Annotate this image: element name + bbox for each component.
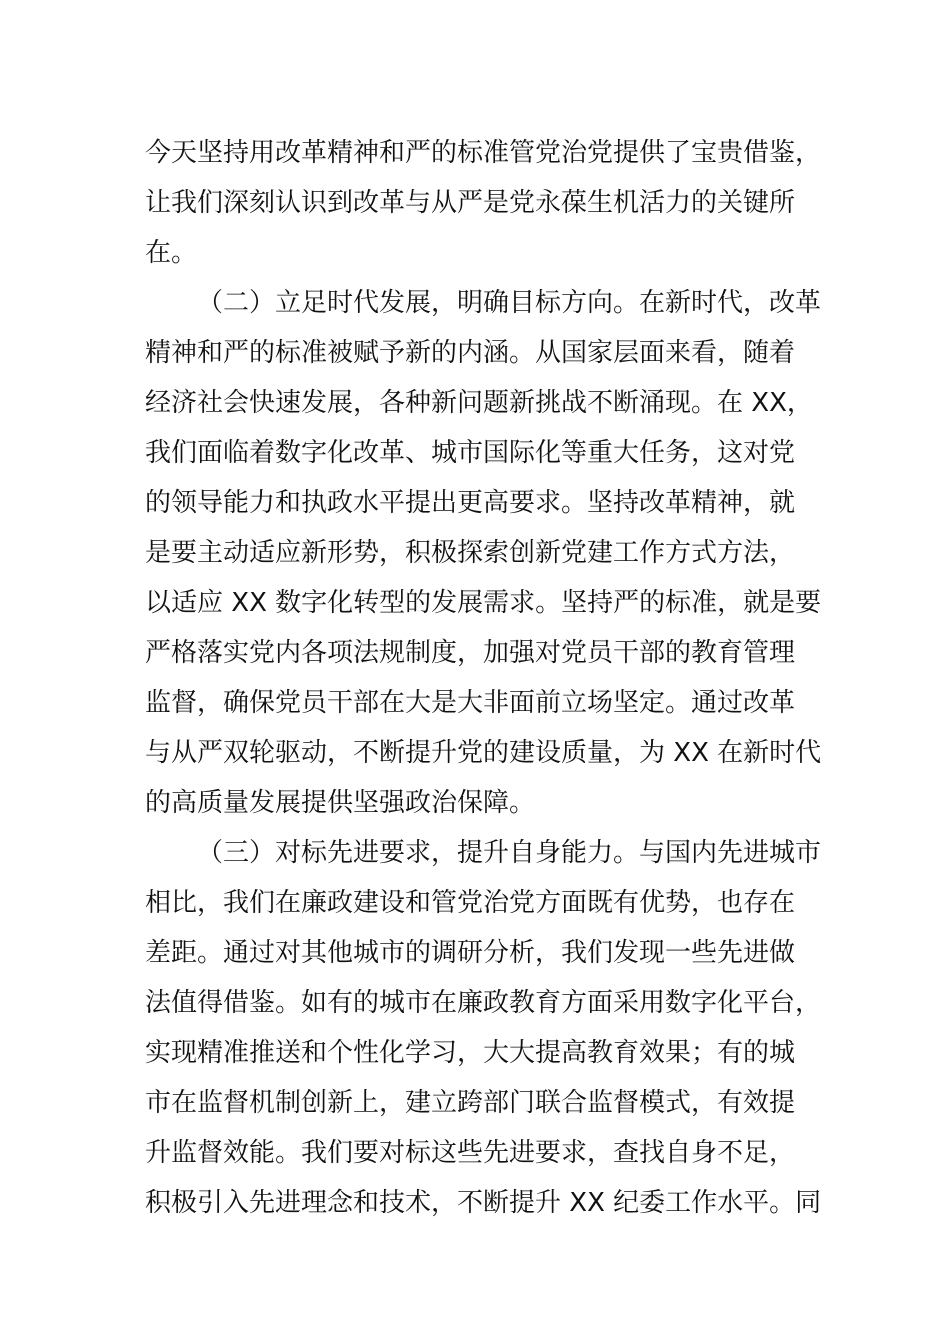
text-line: 我们面临着数字化改革、城市国际化等重大任务，这对党: [145, 438, 796, 468]
text-line: 今天坚持用改革精神和严的标准管党治党提供了宝贵借鉴，: [145, 138, 822, 168]
text-line: 相比，我们在廉政建设和管党治党方面既有优势，也存在: [145, 888, 796, 918]
text-line: 精神和严的标准被赋予新的内涵。从国家层面来看，随着: [145, 338, 796, 368]
text-line: 严格落实党内各项法规制度，加强对党员干部的教育管理: [145, 638, 796, 668]
text-line: 差距。通过对其他城市的调研分析，我们发现一些先进做: [145, 938, 796, 968]
text-line: 升监督效能。我们要对标这些先进要求，查找自身不足，: [145, 1138, 796, 1168]
text-line: 的高质量发展提供坚强政治保障。: [145, 788, 536, 818]
text-line: 是要主动适应新形势，积极探索创新党建工作方式方法，: [145, 538, 796, 568]
text-line: 与从严双轮驱动，不断提升党的建设质量，为 XX 在新时代: [145, 738, 822, 768]
body-text: [145, 128, 822, 1228]
text-line: 实现精准推送和个性化学习，大大提高教育效果；有的城: [145, 1038, 796, 1068]
text-line: 监督，确保党员干部在大是大非面前立场坚定。通过改革: [145, 688, 796, 718]
text-line: 让我们深刻认识到改革与从严是党永葆生机活力的关键所: [145, 188, 796, 218]
text-line: 经济社会快速发展，各种新问题新挑战不断涌现。在 XX，: [145, 388, 813, 418]
section-heading-line: （三）对标先进要求，提升自身能力。与国内先进城市: [197, 838, 822, 868]
text-line: 的领导能力和执政水平提出更高要求。坚持改革精神，就: [145, 488, 796, 518]
text-line: 在。: [145, 238, 198, 268]
section-heading-line: （二）立足时代发展，明确目标方向。在新时代，改革: [197, 288, 822, 318]
text-line: 法值得借鉴。如有的城市在廉政教育方面采用数字化平台，: [145, 988, 822, 1018]
text-line: 市在监督机制创新上，建立跨部门联合监督模式，有效提: [145, 1088, 796, 1118]
text-line: 积极引入先进理念和技术，不断提升 XX 纪委工作水平。同: [145, 1188, 822, 1218]
text-line: 以适应 XX 数字化转型的发展需求。坚持严的标准，就是要: [145, 588, 822, 618]
